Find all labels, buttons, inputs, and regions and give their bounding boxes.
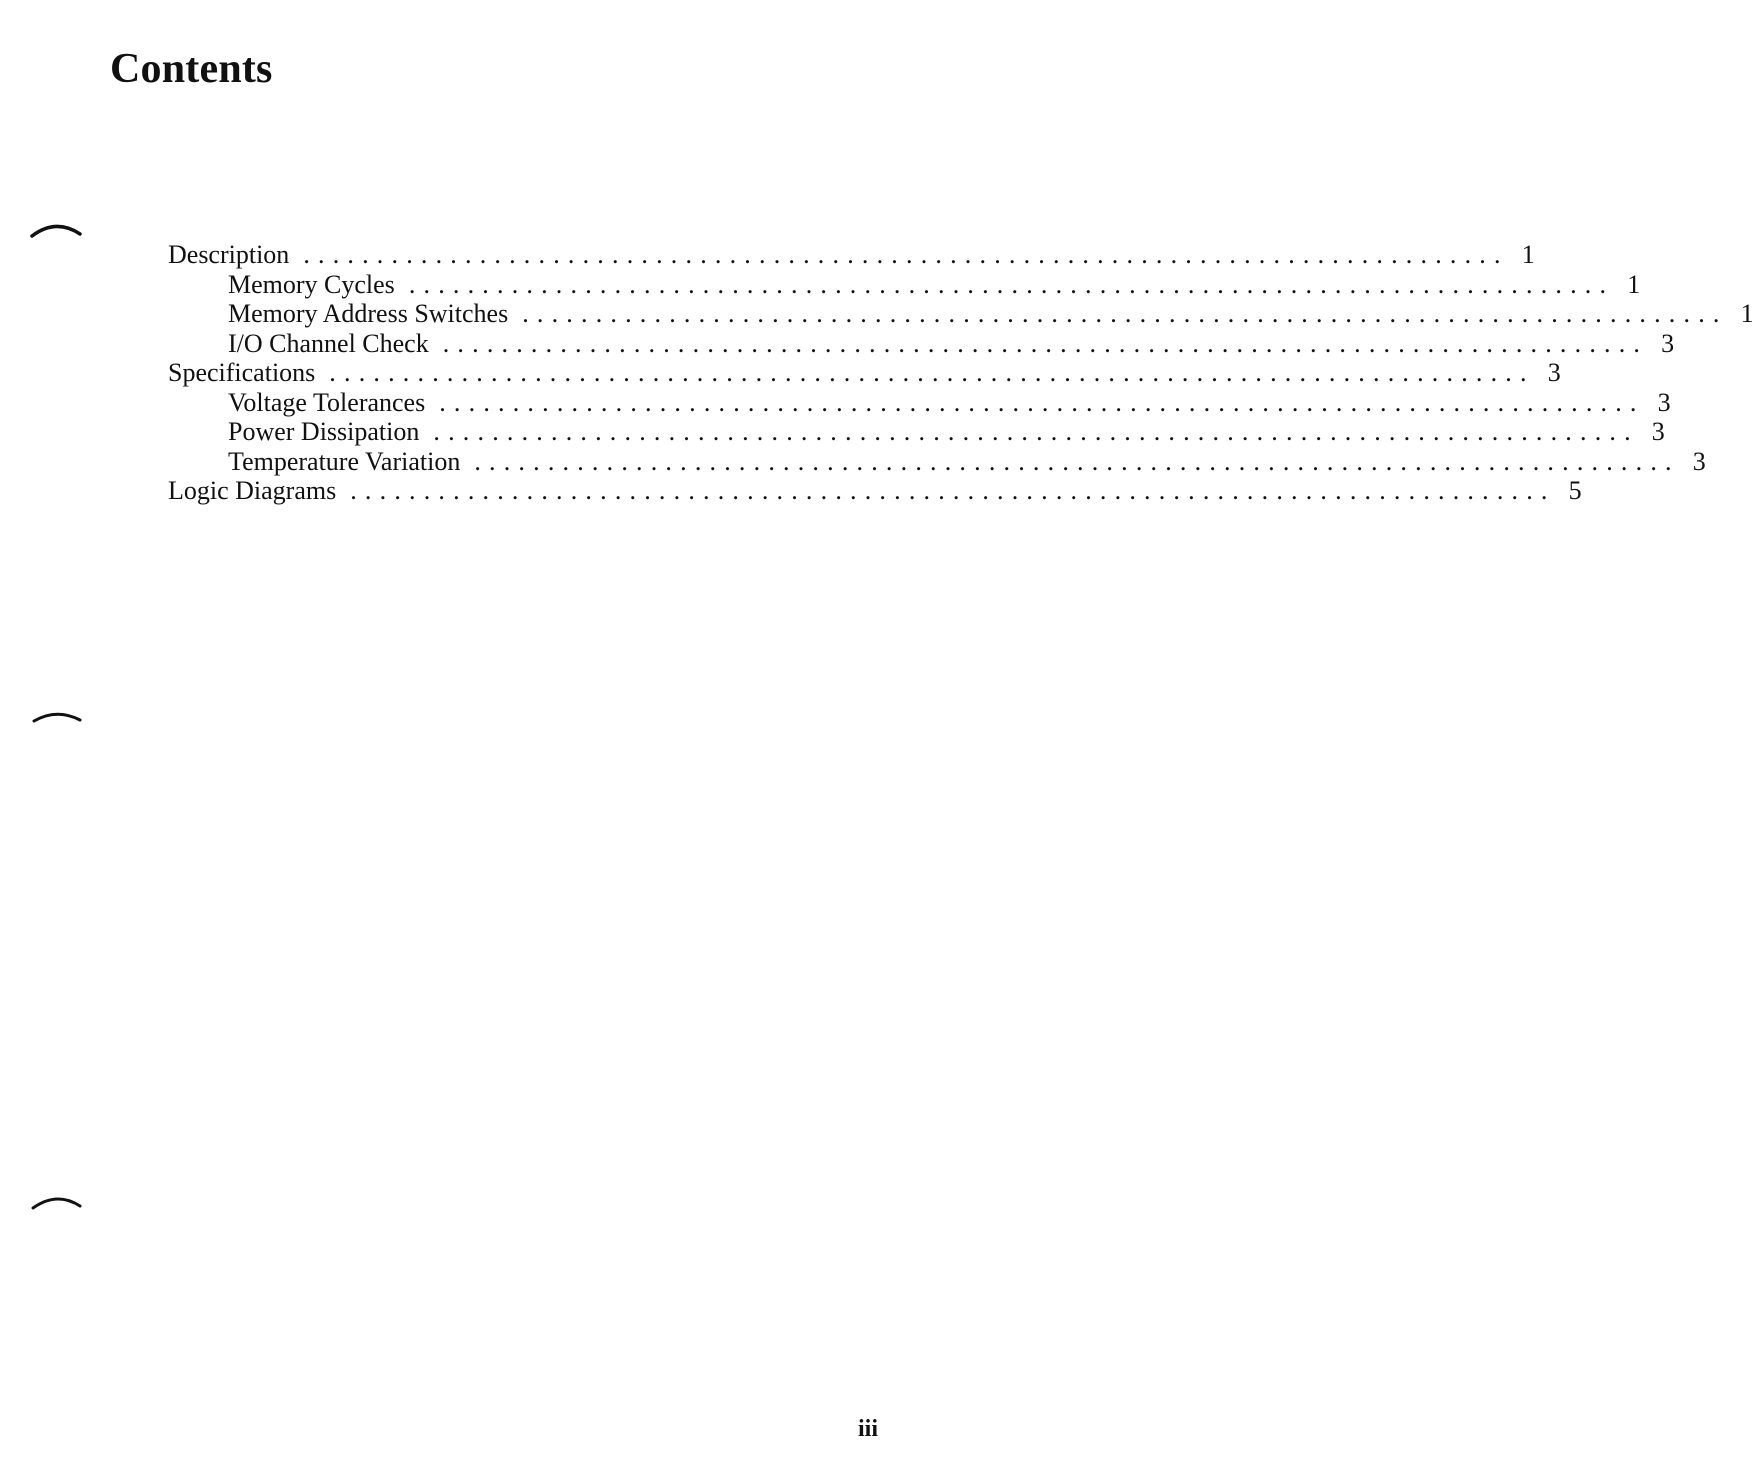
toc-entry-label: Logic Diagrams [168,476,337,505]
toc-entry-label: Temperature Variation [228,446,461,476]
toc-entry-page-number: 3 [1657,387,1671,417]
dot-leader: .................................................................................. [439,387,1645,417]
toc-entry-page-number: 1 [1627,269,1641,299]
toc-entry-description[interactable] [168,240,1535,270]
toc-entry-specifications[interactable] [168,358,1561,388]
toc-entry-label: Voltage Tolerances [228,387,426,417]
toc-entry-label: I/O Channel Check [228,328,429,358]
dot-leader: .................................................................................. [433,417,1639,446]
toc-entry-io-channel-check[interactable] [168,328,1675,359]
toc-entry-page-number: 3 [1692,446,1706,476]
dot-leader: .................................................................................. [329,358,1535,387]
toc-entry-memory-cycles[interactable] [168,269,1641,300]
binder-hole-mark-icon [30,706,84,728]
toc-entry-page-number: 5 [1568,476,1582,505]
toc-entry-label: Description [168,240,290,269]
binder-hole-mark-icon [30,220,84,242]
dot-leader: .................................................................................. [474,446,1680,476]
toc-entry-page-number: 3 [1651,417,1665,446]
toc-entry-page-number: 1 [1740,299,1754,328]
page-title: Contents [110,46,273,92]
toc-entry-power-dissipation[interactable] [168,417,1665,447]
toc-entry-page-number: 3 [1547,358,1561,387]
toc-entry-label: Power Dissipation [228,417,420,446]
toc-entry-page-number: 1 [1521,240,1535,269]
dot-leader: .................................................................................. [442,328,1649,358]
toc-entry-memory-address-switches[interactable] [168,299,1754,329]
toc-entry-temperature-variation[interactable] [168,446,1706,477]
toc-entry-label: Memory Cycles [228,269,395,299]
toc-entry-label: Memory Address Switches [228,299,509,328]
dot-leader: .................................................................................. [408,269,1615,299]
dot-leader: .................................................................................. [303,240,1509,269]
toc-entry-voltage-tolerances[interactable] [168,387,1671,418]
toc-entry-logic-diagrams[interactable] [168,476,1582,506]
dot-leader: .................................................................................. [350,476,1556,505]
dot-leader: .................................................................................. [522,299,1728,328]
toc-entry-label: Specifications [168,358,316,387]
page-number: iii [857,1416,878,1442]
table-of-contents [168,240,1754,506]
binder-hole-mark-icon [30,1192,84,1214]
toc-entry-page-number: 3 [1661,328,1675,358]
